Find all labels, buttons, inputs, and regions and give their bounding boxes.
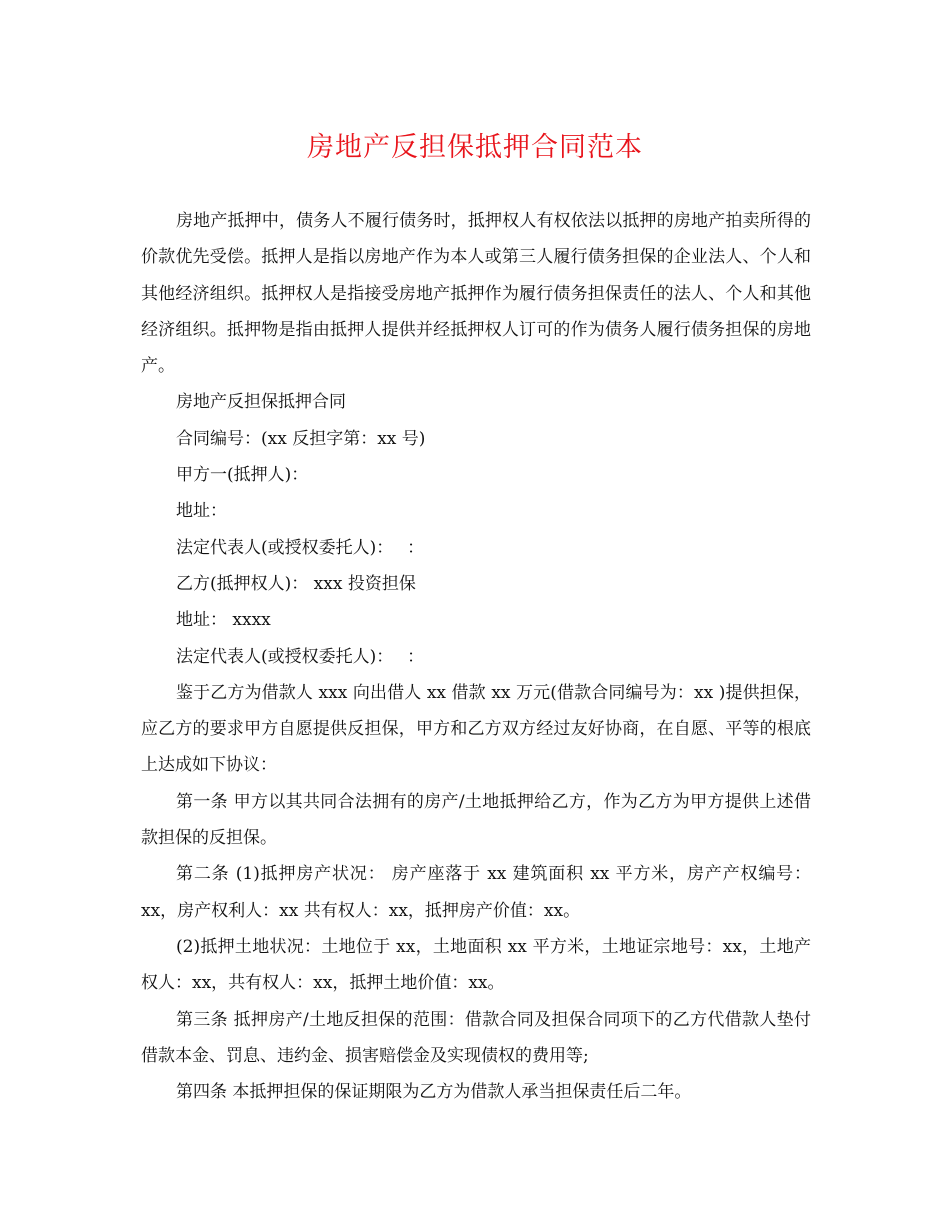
party-a-address: 地址： [176, 501, 227, 522]
contract-number: 合同编号：(xx 反担字第：xx 号) [176, 428, 426, 449]
party-b-address: 地址： xxxx [176, 610, 271, 631]
contract-heading: 房地产反担保抵押合同 [176, 392, 346, 413]
party-b-label: 乙方(抵押权人)： xxx 投资担保 [176, 573, 416, 594]
article-3: 第三条 抵押房产/土地反担保的范围：借款合同及担保合同项下的乙方代借款人垫付借款本金、罚息、违约金、损害赔偿金及实现债权的费用等; [141, 1009, 811, 1066]
document-title: 房地产反担保抵押合同范本 [307, 132, 643, 163]
party-b-representative: 法定代表人(或授权委托人)： ： [176, 646, 425, 667]
document-body [141, 203, 811, 1110]
article-1: 第一条 甲方以其共同合法拥有的房产/土地抵押给乙方，作为乙方为甲方提供上述借款担保的反担保。 [141, 791, 811, 849]
party-a-representative: 法定代表人(或授权委托人)： ： [176, 537, 425, 558]
article-4: 第四条 本抵押担保的保证期限为乙方为借款人承当担保责任后二年。 [176, 1082, 692, 1103]
intro-paragraph: 房地产抵押中，债务人不履行债务时，抵押权人有权依法以抵押的房地产拍卖所得的价款优先受偿。抵押人是指以房地产作为本人或第三人履行债务担保的企业法人、个人和其他经济组织。抵押权人是指接受房地产抵押作为履行债务担保责任的法人、个人和其他经济组织。抵押物是指由抵押人提供并经抵押权人订可的作为债务人履行债务担保的房地产。 [141, 211, 811, 377]
article-2-land: (2)抵押土地状况：土地位于 xx，土地面积 xx 平方米，土地证宗地号：xx，土地产权人：xx，共有权人：xx，抵押土地价值：xx。 [141, 936, 811, 994]
recital-paragraph: 鉴于乙方为借款人 xxx 向出借人 xx 借款 xx 万元(借款合同编号为：xx )提供担保，应乙方的要求甲方自愿提供反担保，甲方和乙方双方经过友好协商，在自愿、平等的根底上达成如下协议： [141, 682, 811, 776]
article-2-house: 第二条 (1)抵押房产状况： 房产座落于 xx 建筑面积 xx 平方米，房产产权编号：xx，房产权利人：xx 共有权人：xx，抵押房产价值：xx。 [141, 864, 811, 921]
party-a-label: 甲方一(抵押人)： [176, 465, 309, 486]
